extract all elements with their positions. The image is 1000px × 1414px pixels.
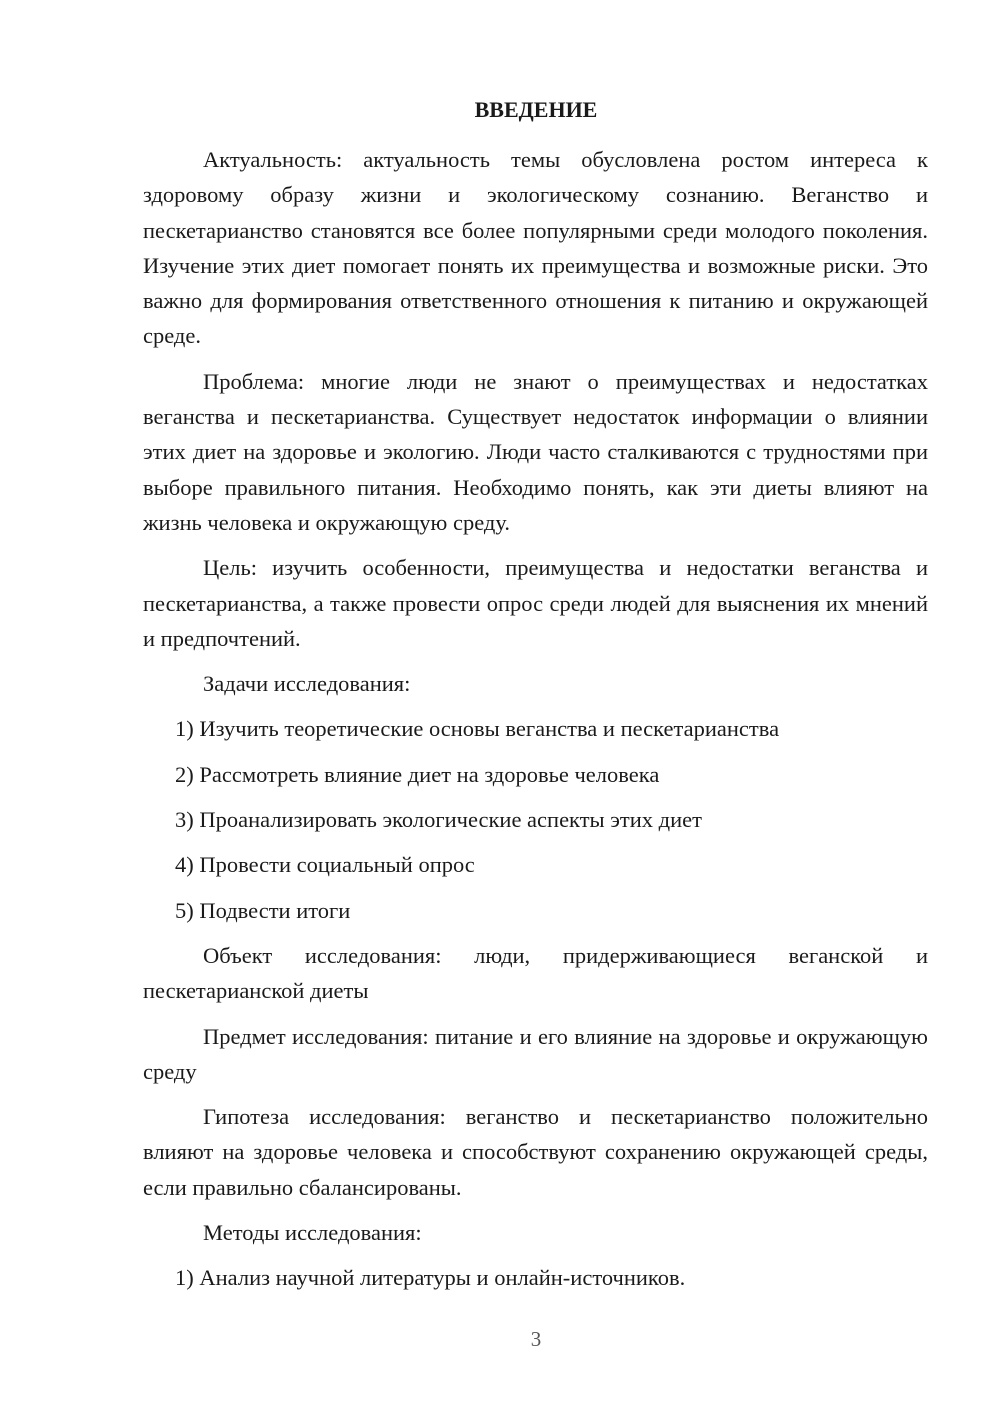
page-body [143,142,928,1306]
tasks-heading: Задачи исследования: [203,671,411,697]
subject-paragraph: Предмет исследования: питание и его влияние на здоровье и окружающую среду [143,1023,928,1084]
list-item: 4) Провести социальный опрос [175,852,475,878]
methods-heading: Методы исследования: [203,1220,422,1246]
relevance-paragraph: Актуальность: актуальность темы обусловлена ростом интереса к здоровому образу жизни и экологическому сознанию. Веганство и пескетарианство становятся все более популярными среди молодого поколения. Изучение этих диет помогает понять их преимущества и возможные риски. Это важно для формирования ответственного отношения к питанию и окружающей среде. [143,147,928,349]
list-item: 3) Проанализировать экологические аспекты этих диет [175,807,702,833]
hypothesis-paragraph: Гипотеза исследования: веганство и пескетарианство положительно влияют на здоровье человека и способствуют сохранению окружающей среды, если правильно сбалансированы. [143,1104,928,1200]
list-item: 5) Подвести итоги [175,897,351,923]
tasks-list [143,711,928,927]
page-number: 3 [530,1327,542,1351]
page-title: ВВЕДЕНИЕ [474,97,598,122]
goal-paragraph: Цель: изучить особенности, преимущества и недостатки веганства и пескетарианства, а также провести опрос среди людей для выяснения их мнений и предпочтений. [143,555,928,651]
list-item: 1) Анализ научной литературы и онлайн-источников. [175,1265,686,1291]
methods-list [143,1260,928,1295]
problem-paragraph: Проблема: многие люди не знают о преимуществах и недостатках веганства и пескетарианства. Существует недостаток информации о влиянии этих диет на здоровье и экологию. Люди часто сталкиваются с трудностями при выборе правильного питания. Необходимо понять, как эти диеты влияют на жизнь человека и окружающую среду. [143,368,928,535]
list-item: 2) Рассмотреть влияние диет на здоровье человека [175,761,660,787]
object-paragraph: Объект исследования: люди, придерживающиеся веганской и пескетарианской диеты [143,942,928,1004]
list-item: 1) Изучить теоретические основы веганства и пескетарианства [175,716,780,742]
